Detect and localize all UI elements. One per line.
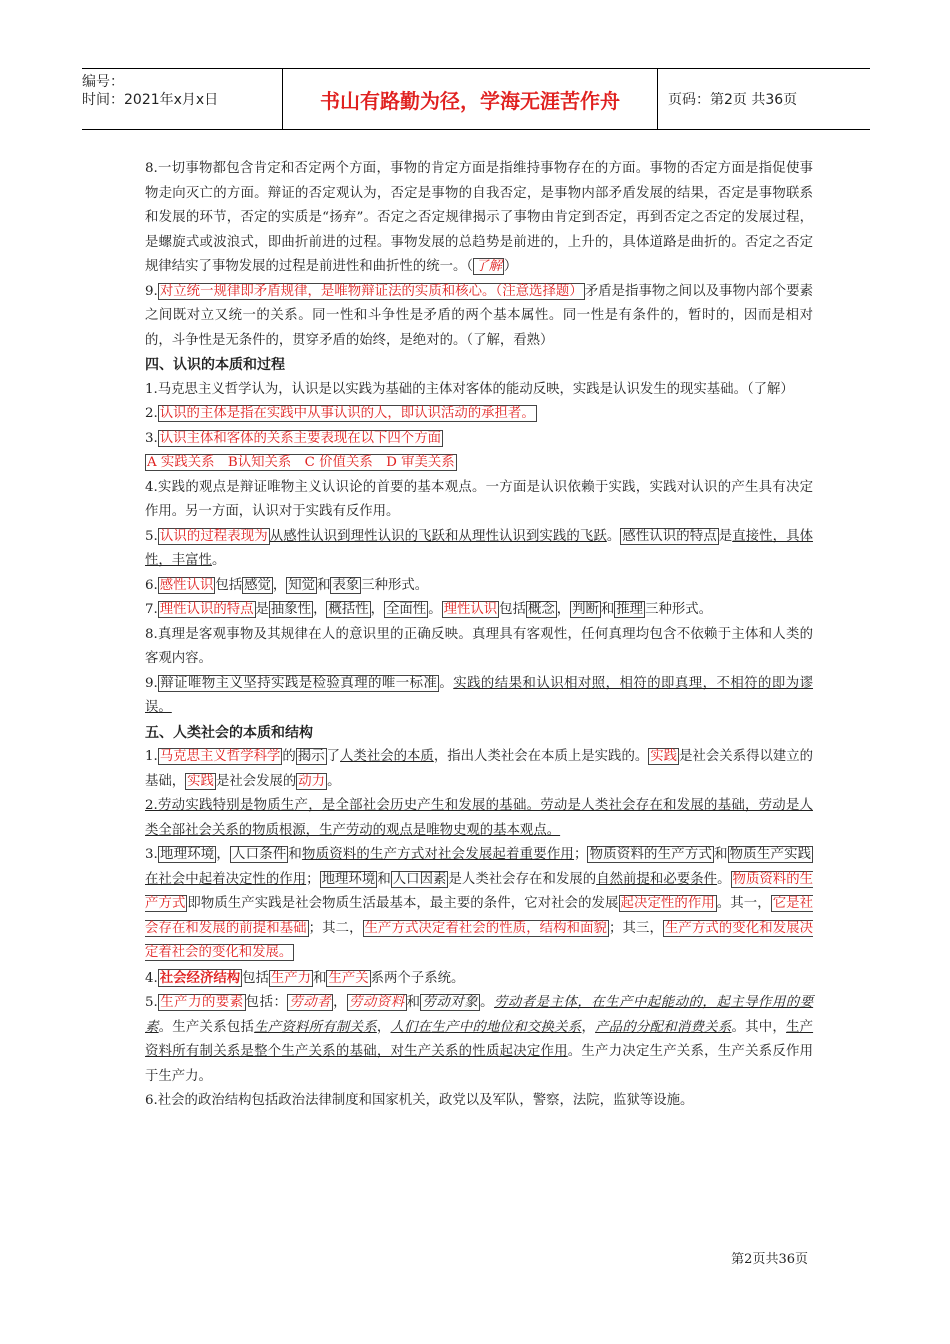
boxed: 全面性 bbox=[386, 602, 427, 617]
header-meta bbox=[82, 69, 282, 129]
s4-item-9 bbox=[145, 672, 813, 721]
boxed: 揭示 bbox=[297, 749, 325, 764]
text: 是 bbox=[255, 602, 269, 617]
num: 2. bbox=[145, 406, 158, 421]
text: 和 bbox=[600, 602, 615, 617]
header-page-label: 页码：第2页 共36页 bbox=[668, 92, 798, 108]
underlined: 直接性，具体性，丰富性 bbox=[145, 528, 814, 568]
num: 3. bbox=[145, 847, 158, 862]
header-motto: 书山有路勤为径，学海无涯苦作舟 bbox=[282, 69, 658, 129]
page-header bbox=[82, 68, 870, 130]
s4-item-3 bbox=[145, 427, 813, 452]
s5-item-5 bbox=[145, 991, 813, 1089]
highlight: 感性认识 bbox=[159, 577, 214, 593]
highlight: 动力 bbox=[298, 773, 326, 789]
text: 8.一切事物都包含肯定和否定两个方面，事物的肯定方面是指维持事物存在的方面。事物的否定方面是指促使事物走向灭亡的方面。辩证的否定观认为，否定是事物的自我否定，是事物内部矛盾发展的结果，否定是事物联系和发展的环节，否定的实质是“扬弃”。否定之否定规律揭示了事物由肯定到否定，再到否定之否定的发展过程，是螺旋式或波浪式，即曲折前进的过程。事物发展的总趋势是前进的，上升的，具体道路是曲折的。否定之否定规律结实了事物发展的过程是前进性和曲折性的统一。（ bbox=[145, 161, 813, 274]
s4-item-4: 4.实践的观点是辩证唯物主义认识论的首要的基本观点。一方面是认识依赖于实践，实践对认识的产生具有决定作用。另一方面，认识对于实践有反作用。 bbox=[145, 479, 813, 519]
text: 。 bbox=[606, 528, 621, 544]
num: 5. bbox=[145, 528, 158, 544]
paragraph-8 bbox=[145, 157, 813, 280]
underlined: 人类社会的本质 bbox=[340, 749, 434, 764]
text: 包括 bbox=[215, 577, 243, 593]
text: 是人类社会存在和发展的 bbox=[448, 871, 597, 887]
underlined: 从感性认识到理性认识的飞跃和从理性认识到实践的飞跃 bbox=[269, 528, 607, 544]
text: 。 bbox=[717, 871, 731, 887]
page-footer: 第2页共36页 bbox=[731, 1252, 808, 1267]
number-label: 编号： bbox=[82, 74, 124, 90]
highlight: 实践 bbox=[650, 749, 678, 764]
highlight: 认识的主体是指在实践中从事认识的人，即认识活动的承担者。 bbox=[159, 406, 535, 421]
text: 。生产关系包括 bbox=[158, 1019, 255, 1035]
text: ， bbox=[581, 1019, 596, 1035]
num: 9. bbox=[145, 283, 158, 299]
highlight: 生产力的要素 bbox=[159, 995, 244, 1010]
text: ，指出人类社会在本质上是实践的。 bbox=[433, 749, 649, 764]
boxed: 知觉 bbox=[288, 577, 316, 593]
boxed: 劳动对象 bbox=[422, 995, 479, 1010]
s5-item-4 bbox=[145, 966, 813, 992]
text: 即物质生产实践是社会物质生活最基本，最主要的条件，它对社会的发展 bbox=[187, 896, 619, 911]
highlight: 认识的过程表现为 bbox=[159, 528, 268, 544]
boxed: 地理环境 bbox=[159, 847, 215, 862]
s4-item-3-options bbox=[145, 451, 813, 476]
boxed: 人口条件 bbox=[232, 847, 287, 862]
underlined: 生产资料所有制关系 bbox=[254, 1019, 377, 1035]
highlight: 物质资料的生产方式 bbox=[145, 871, 814, 911]
s4-item-6 bbox=[145, 574, 813, 599]
num: 6. bbox=[145, 577, 158, 593]
highlight: 生产力 bbox=[270, 970, 312, 986]
s4-item-7 bbox=[145, 598, 813, 623]
highlight: 生产关 bbox=[328, 970, 369, 986]
text: ； bbox=[306, 871, 320, 887]
boxed: 表象 bbox=[332, 577, 360, 593]
s4-item-5 bbox=[145, 525, 813, 574]
text: ； bbox=[574, 847, 588, 862]
text: 是 bbox=[718, 528, 733, 544]
s4-item-1: 1.马克思主义哲学认为，认识是以实践为基础的主体对客体的能动反映，实践是认识发生的现实基础。（了解） bbox=[145, 381, 794, 397]
text: 。 bbox=[439, 675, 454, 691]
underlined: 人们在生产中的地位和交换关系 bbox=[390, 1019, 582, 1035]
text: 和 bbox=[317, 577, 331, 593]
section-heading-5: 五、人类社会的本质和结构 bbox=[145, 724, 313, 741]
text: 。 bbox=[428, 602, 442, 617]
highlight: 它是社会存在和发展的前提和基础 bbox=[145, 896, 814, 936]
text: 和 bbox=[714, 847, 728, 862]
s5-item-2: 2.劳动实践特别是物质生产，是全部社会历史产生和发展的基础。劳动是人类社会存在和发展的基础，劳动是人类全部社会关系的物质根源，生产劳动的观点是唯物史观的基本观点。 bbox=[145, 798, 813, 838]
section-heading-4: 四、认识的本质和过程 bbox=[145, 357, 285, 373]
underlined: 自然前提和必要条件 bbox=[596, 871, 718, 887]
text: 矛盾是指事物之间以及事物内部个要素之间既对立又统一的关系。同一性和斗争性是矛盾的两个基本属性。同一性是有条件的，暂时的，因而是相对的，斗争性是无条件的，贯穿矛盾的始终，是绝对的。（了解，看熟） bbox=[145, 283, 813, 348]
text: 三种形式。 bbox=[645, 602, 713, 617]
text: 三种形式。 bbox=[361, 577, 429, 593]
paragraph-9 bbox=[145, 280, 813, 354]
num: 3. bbox=[145, 430, 158, 446]
num: 4. bbox=[145, 970, 158, 986]
boxed: 判断 bbox=[572, 602, 599, 617]
boxed: 感觉 bbox=[244, 577, 271, 593]
text: 和 bbox=[313, 970, 327, 986]
num: 5. bbox=[145, 995, 158, 1010]
highlight: A 实践关系 B认知关系 C 价值关系 D 审美关系 bbox=[147, 455, 455, 470]
text: 是社会发展的 bbox=[215, 773, 297, 789]
text: 。 bbox=[480, 995, 494, 1010]
text: 。生产力决定生产关系，生产关系反作用于生产力。 bbox=[145, 1044, 814, 1084]
boxed: 物质生产实践 bbox=[729, 847, 812, 862]
date-label: 时间：2021年x月x日 bbox=[82, 92, 219, 108]
text: 包括 bbox=[242, 970, 269, 986]
underlined: 生产资料所有制关系是整个生产关系的基础，对生产关系的性质起决定作用 bbox=[145, 1019, 814, 1059]
text: ；其二， bbox=[308, 920, 363, 936]
highlight: 马克思主义哲学科学 bbox=[159, 749, 281, 764]
boxed: 概念 bbox=[527, 602, 555, 617]
num: 7. bbox=[145, 602, 158, 617]
text: 包括 bbox=[499, 602, 526, 617]
s4-item-2 bbox=[145, 402, 813, 427]
text: 。 bbox=[211, 553, 226, 568]
underlined: 物质资料的生产方式对社会发展起着重要作用 bbox=[302, 847, 575, 862]
boxed: 概括性 bbox=[328, 602, 369, 617]
document-body bbox=[145, 157, 813, 1114]
highlight: 理性认识 bbox=[443, 602, 498, 617]
note-understand: 了解 bbox=[475, 259, 502, 274]
num: 9. bbox=[145, 675, 158, 691]
text: ， bbox=[556, 602, 571, 617]
highlight: 劳动者 bbox=[289, 995, 332, 1010]
text: 。 bbox=[327, 773, 341, 789]
highlight: 认识主体和客体的关系主要表现在以下四个方面 bbox=[159, 430, 441, 446]
text: 。其一， bbox=[716, 896, 771, 911]
highlight: 对立统一规律即矛盾规律，是唯物辩证法的实质和核心。（注意选择题） bbox=[159, 283, 583, 299]
highlight: 生产方式的变化和发展决定着社会的变化和发展。 bbox=[145, 920, 814, 960]
s5-item-1 bbox=[145, 745, 813, 794]
text: ， bbox=[333, 995, 347, 1010]
highlight: 劳动资料 bbox=[348, 995, 405, 1010]
text: 系两个子系统。 bbox=[370, 970, 465, 986]
text: 包括： bbox=[245, 995, 288, 1010]
text: ） bbox=[503, 259, 518, 274]
boxed: 辩证唯物主义坚持实践是检验真理的唯一标准 bbox=[159, 675, 438, 691]
text: 是社会关系得以建立的基础， bbox=[145, 749, 814, 789]
text: ， bbox=[370, 602, 385, 617]
boxed: 人口因素 bbox=[392, 871, 447, 887]
boxed: 抽象性 bbox=[270, 602, 312, 617]
text: 了 bbox=[326, 749, 341, 764]
underlined: 实践的结果和认识相对照，相符的即真理，不相符的即为谬误。 bbox=[145, 675, 814, 715]
text: ， bbox=[272, 577, 287, 593]
text: 。其中， bbox=[731, 1019, 787, 1035]
s5-item-3 bbox=[145, 843, 813, 966]
text: 的 bbox=[282, 749, 296, 764]
text: ， bbox=[376, 1019, 391, 1035]
highlight: 生产方式决定着社会的性质，结构和面貌 bbox=[364, 920, 608, 936]
text: ， bbox=[216, 847, 231, 862]
text: 和 bbox=[406, 995, 421, 1010]
highlight: 实践 bbox=[187, 773, 214, 789]
s4-item-8: 8.真理是客观事物及其规律在人的意识里的正确反映。真理具有客观性，任何真理均包含不依赖于主体和人类的客观内容。 bbox=[145, 626, 813, 666]
s5-item-6: 6.社会的政治结构包括政治法律制度和国家机关，政党以及军队，警察，法院，监狱等设施。 bbox=[145, 1093, 694, 1108]
boxed: 推理 bbox=[616, 602, 644, 617]
underlined: 在社会中起着决定性的作用 bbox=[145, 871, 307, 887]
num: 1. bbox=[145, 749, 158, 764]
highlight: 起决定性的作用 bbox=[620, 896, 715, 911]
boxed: 感性认识的特点 bbox=[622, 528, 717, 544]
underlined: 产品的分配和消费关系 bbox=[595, 1019, 732, 1035]
highlight: 理性认识的特点 bbox=[159, 602, 254, 617]
boxed: 地理环境 bbox=[321, 871, 376, 887]
text: ；其三， bbox=[609, 920, 663, 936]
text: 和 bbox=[377, 871, 391, 887]
boxed: 物质资料的生产方式 bbox=[589, 847, 713, 862]
underlined: 劳动者是主体，在生产中起能动的，起主导作用的要素 bbox=[145, 995, 814, 1035]
highlight: 社会经济结构 bbox=[159, 969, 241, 986]
text: 和 bbox=[288, 847, 303, 862]
text: ， bbox=[313, 602, 327, 617]
